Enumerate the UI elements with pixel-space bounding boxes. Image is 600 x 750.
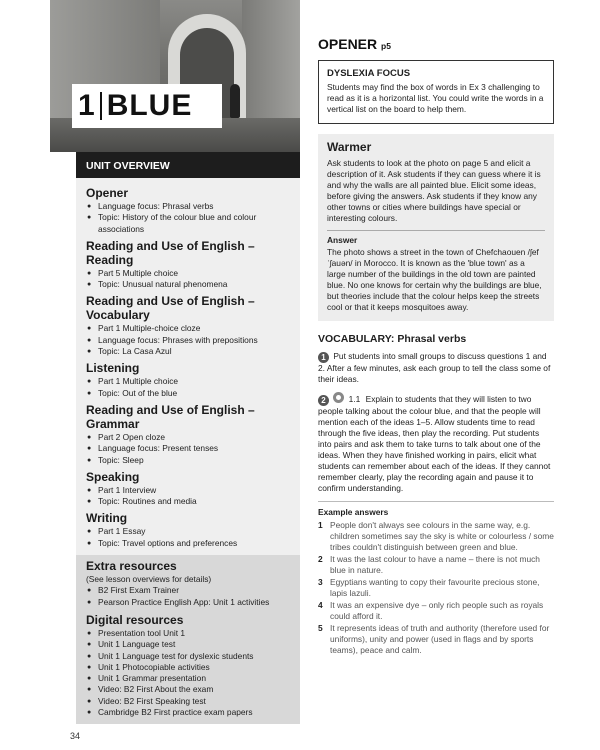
overview-list-item: ● Part 2 Open cloze xyxy=(86,432,292,443)
digital-resource-item: ● Unit 1 Photocopiable activities xyxy=(86,662,292,673)
overview-section-list xyxy=(86,268,292,291)
overview-section-list xyxy=(86,432,292,466)
unit-overview-body xyxy=(76,178,300,724)
warmer-answer-title: Answer xyxy=(327,230,545,245)
example-answer-item xyxy=(318,600,554,622)
digital-resource-item: ● Cambridge B2 First practice exam papers xyxy=(86,707,292,718)
digital-resource-item: ● Unit 1 Language test for dyslexic students xyxy=(86,651,292,662)
overview-section-list xyxy=(86,201,292,235)
example-answer-text: It was an expensive dye – only rich people such as royals could afford it. xyxy=(330,600,544,621)
overview-list-item: ● Language focus: Phrases with prepositions xyxy=(86,335,292,346)
overview-list-item: ● Topic: Out of the blue xyxy=(86,388,292,399)
overview-list-item: ● Language focus: Present tenses xyxy=(86,443,292,454)
overview-section-list xyxy=(86,485,292,508)
extra-resource-item: ● B2 First Exam Trainer xyxy=(86,585,292,596)
extra-resources-note: (See lesson overviews for details) xyxy=(86,574,212,585)
exercise-1-text: Put students into small groups to discuss questions 1 and 2. After a few minutes, ask each group to tell the class some of their ideas. xyxy=(318,351,551,384)
example-answer-number: 4 xyxy=(318,600,323,610)
overview-list-item: ● Topic: Unusual natural phenomena xyxy=(86,279,292,290)
digital-resource-item: ● Video: B2 First About the exam xyxy=(86,684,292,695)
exercise-1 xyxy=(318,351,554,385)
overview-list-item: ● Topic: Sleep xyxy=(86,455,292,466)
example-answer-text: Egyptians wanting to copy their favourite precious stone, lapis lazuli. xyxy=(330,577,540,598)
digital-resources-title: Digital resources xyxy=(86,612,184,627)
overview-list-item: ● Part 5 Multiple choice xyxy=(86,268,292,279)
example-answer-item xyxy=(318,554,554,576)
overview-section-title: Speaking xyxy=(86,469,140,484)
overview-list-item: ● Language focus: Phrasal verbs xyxy=(86,201,292,212)
example-answer-item xyxy=(318,577,554,599)
overview-list-item: ● Part 1 Interview xyxy=(86,485,292,496)
unit-overview-header: UNIT OVERVIEW xyxy=(76,152,300,178)
resources-box xyxy=(76,555,300,724)
unit-name: BLUE xyxy=(106,89,193,122)
overview-list-item: ● Topic: La Casa Azul xyxy=(86,346,292,357)
overview-section-title: Writing xyxy=(86,511,128,526)
example-answer-text: It represents ideas of truth and authority (therefore used for uniforms), unity and power (used in flags and by sports teams), peace and calm. xyxy=(330,623,550,655)
example-answers-title: Example answers xyxy=(318,501,554,517)
example-answer-number: 1 xyxy=(318,520,323,530)
overview-section-title: Listening xyxy=(86,361,140,376)
overview-section-title: Opener xyxy=(86,186,129,200)
dyslexia-focus-title: DYSLEXIA FOCUS xyxy=(327,68,411,79)
example-answer-item xyxy=(318,520,554,553)
digital-resources-list xyxy=(86,628,292,718)
unit-overview-panel xyxy=(76,152,300,722)
right-column xyxy=(318,36,554,657)
overview-section-list xyxy=(86,526,292,549)
overview-sections xyxy=(86,186,292,549)
exercise-2-text: Explain to students that they will listen to two people talking about the colour blue, and that the people will mention each of the ideas 1–5. Allow students time to read through the five ideas, then play the recording. Put students into pairs and ask them to take turns to talk about one of the ideas. When they have finished working in pairs, elicit what students can remember about each of the ideas. If they cannot remember clearly, play the recording again and pause it to confirm understanding. xyxy=(318,394,551,493)
example-answer-number: 3 xyxy=(318,577,323,587)
warmer-answer-text: The photo shows a street in the town of Chefchaouen /ʃefˈʃauən/ in Morocco. It is known as the 'blue town' as a large number of the buildings in the old town are painted blue. No one knows for certain why the buildings are blue, but theories include that the colour helps keep the streets cool or that it keeps mosquitoes away. xyxy=(327,247,542,312)
overview-section-list xyxy=(86,376,292,399)
warmer-box xyxy=(318,134,554,321)
overview-list-item: ● Part 1 Multiple choice xyxy=(86,376,292,387)
overview-list-item: ● Part 1 Essay xyxy=(86,526,292,537)
dyslexia-focus-box xyxy=(318,60,554,124)
example-answer-number: 2 xyxy=(318,554,323,564)
unit-number: 1 xyxy=(78,89,95,122)
overview-list-item: ● Topic: Travel options and preferences xyxy=(86,538,292,549)
overview-list-item: ● Topic: History of the colour blue and colour associations xyxy=(86,212,292,235)
opener-page-ref: p5 xyxy=(381,41,391,51)
unit-title xyxy=(72,84,222,128)
exercise-2-number: 2 xyxy=(318,395,329,406)
example-answer-text: It was the last colour to have a name – there is not much blue in nature. xyxy=(330,554,540,575)
exercise-2 xyxy=(318,392,554,494)
warmer-title: Warmer xyxy=(327,140,372,154)
digital-resource-item: ● Unit 1 Grammar presentation xyxy=(86,673,292,684)
overview-section-title: Reading and Use of English – Vocabulary xyxy=(86,294,255,323)
example-answers-list xyxy=(318,520,554,656)
example-answer-number: 5 xyxy=(318,623,323,633)
vocabulary-heading: VOCABULARY: Phrasal verbs xyxy=(318,333,467,345)
overview-list-item: ● Topic: Routines and media xyxy=(86,496,292,507)
exercise-1-number: 1 xyxy=(318,352,329,363)
warmer-text: Ask students to look at the photo on page 5 and elicit a description of it. Ask students if they can guess where it is and why the walls are all painted blue. Elicit some ideas, before giving the answers. Ask students if they know any other towns or cities where buildings have special or interesting colours. xyxy=(327,158,541,223)
dyslexia-focus-text: Students may find the box of words in Ex 3 challenging to read as it is a horizontal list. You could write the words in a vertical list on the board to help them. xyxy=(327,82,544,114)
example-answer-item xyxy=(318,623,554,656)
example-answer-text: People don't always see colours in the same way, e.g. children sometimes say the sky is white or colourless / some tribes couldn't distinguish between green and blue. xyxy=(330,520,554,552)
opener-heading xyxy=(318,36,554,52)
audio-track-number: 1.1 xyxy=(348,394,361,404)
page-number: 34 xyxy=(70,731,81,741)
extra-resource-item: ● Pearson Practice English App: Unit 1 activities xyxy=(86,597,292,608)
overview-list-item: ● Part 1 Multiple-choice cloze xyxy=(86,323,292,334)
unit-title-divider xyxy=(100,92,102,120)
extra-resources-list xyxy=(86,585,292,608)
digital-resource-item: ● Video: B2 First Speaking test xyxy=(86,696,292,707)
overview-section-title: Reading and Use of English – Reading xyxy=(86,238,255,267)
audio-icon xyxy=(333,392,344,403)
digital-resource-item: ● Presentation tool Unit 1 xyxy=(86,628,292,639)
unit-photo xyxy=(50,0,300,152)
overview-section-title: Reading and Use of English – Grammar xyxy=(86,402,255,431)
overview-section-list xyxy=(86,323,292,357)
photo-person xyxy=(230,84,240,118)
digital-resource-item: ● Unit 1 Language test xyxy=(86,639,292,650)
extra-resources-title: Extra resources xyxy=(86,559,177,574)
opener-title: OPENER xyxy=(318,36,378,52)
